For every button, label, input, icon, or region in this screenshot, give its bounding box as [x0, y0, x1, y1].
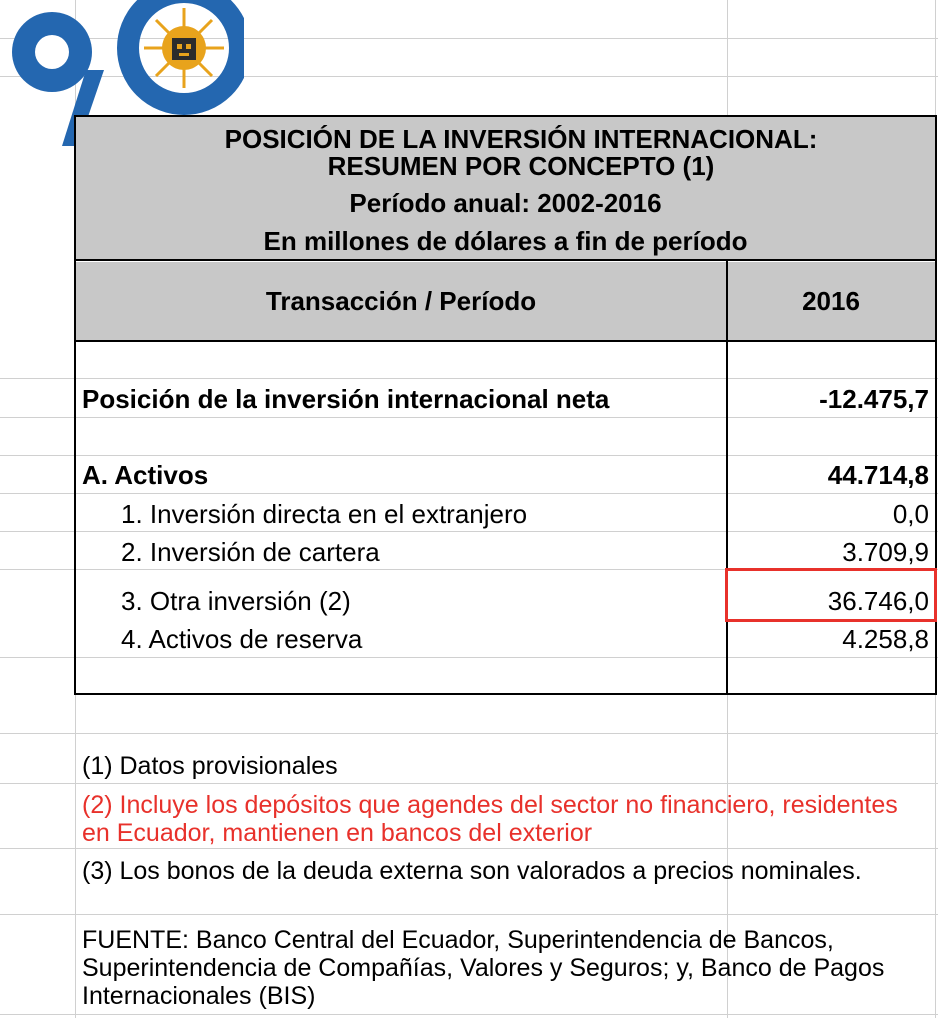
row-label: A. Activos	[82, 460, 209, 490]
note-bonds: (3) Los bonos de la deuda externa son valorados a precios nominales.	[82, 857, 862, 885]
report-title-line1: POSICIÓN DE LA INVERSIÓN INTERNACIONAL:	[224, 124, 818, 154]
note-provisional: (1) Datos provisionales	[82, 752, 338, 780]
report-title-line2: RESUMEN POR CONCEPTO (1)	[327, 151, 715, 181]
report-period: Período anual: 2002-2016	[349, 188, 662, 218]
report-units: En millones de dólares a fin de período	[263, 226, 748, 256]
note-deposits: (2) Incluye los depósitos que agendes del sector no financiero, residentes en Ecuador, mantienen en bancos del exterior	[82, 791, 898, 847]
row-value: 44.714,8	[827, 460, 929, 490]
row-value: 4.258,8	[842, 624, 929, 654]
row-value: 3.709,9	[842, 537, 929, 567]
row-value: 36.746,0	[827, 586, 929, 616]
highlight-box	[725, 568, 937, 622]
row-label: 4. Activos de reserva	[121, 624, 363, 654]
row-label: 3. Otra inversión (2)	[121, 586, 351, 616]
row-label: 2. Inversión de cartera	[121, 537, 380, 567]
row-label: Posición de la inversión internacional neta	[82, 384, 610, 414]
column-header-transaction: Transacción / Período	[265, 286, 537, 316]
row-value: -12.475,7	[819, 384, 929, 414]
column-header-2016: 2016	[802, 286, 860, 316]
row-value: 0,0	[892, 499, 929, 529]
row-label: 1. Inversión directa en el extranjero	[121, 499, 528, 529]
note-source: FUENTE: Banco Central del Ecuador, Superintendencia de Bancos, Superintendencia de Compañías, Valores y Seguros; y, Banco de Pagos Internacionales (BIS)	[82, 926, 885, 1010]
